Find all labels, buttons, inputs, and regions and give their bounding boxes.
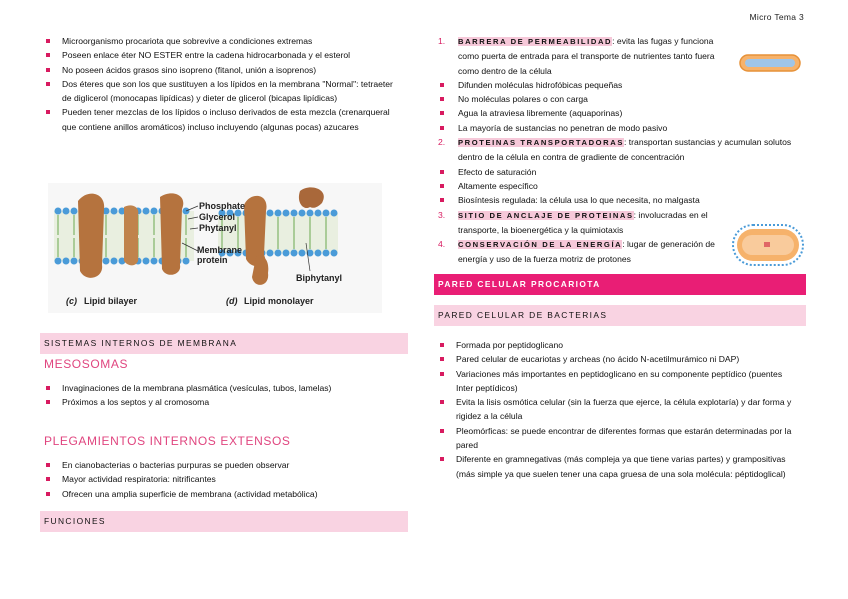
label-biphytanyl: Biphytanyl: [296, 273, 343, 283]
list-item: Ofrecen una amplia superficie de membrana (actividad metabólica): [40, 487, 408, 501]
keyword: BARRERA DE PERMEABILIDAD: [458, 37, 613, 46]
list-item: Pleomórficas: se puede encontrar de diferentes formas que estarán determinadas por la pared: [434, 424, 800, 453]
list-item: Diferente en gramnegativas (más compleja ya que tiene varias partes) y grampositivas (más simple ya que suelen tener una capa gruesa de una sola molécula: péptidoglical): [434, 452, 800, 481]
list-item: Biosíntesis regulada: la célula usa lo que necesita, no malgasta: [434, 193, 804, 207]
list-item: Formada por peptidoglicano: [434, 338, 800, 352]
item-number: 2.: [438, 137, 446, 148]
keyword: PROTEINAS TRANSPORTADORAS: [458, 138, 625, 148]
caption-d-text: Lipid monolayer: [244, 296, 314, 306]
lipid-membrane-diagram: [48, 183, 382, 313]
list-item: Próximos a los septos y al cromosoma: [40, 395, 382, 409]
list-item: Efecto de saturación: [434, 165, 804, 179]
section-pared-celular-bacterias: PARED CELULAR DE BACTERIAS: [434, 305, 806, 326]
section-sistemas-internos: SISTEMAS INTERNOS DE MEMBRANA: [40, 333, 408, 354]
item-number: 4.: [438, 239, 446, 250]
page-header: Micro Tema 3: [749, 12, 804, 22]
pared-list: [434, 338, 800, 481]
list-item: Pueden tener mezclas de los lípidos o incluso derivados de esta mezcla (crenarqueral que contiene anillos aromáticos) incluso incluyendo (algunas pocas) azucares: [40, 105, 398, 134]
section-pared-celular-procariota: PARED CELULAR PROCARIOTA: [434, 274, 806, 295]
list-item: Microorganismo procariota que sobrevive a condiciones extremas: [40, 34, 398, 48]
keyword: SITIO DE ANCLAJE DE PROTEINAS: [458, 210, 634, 220]
item-number: 3.: [438, 209, 446, 220]
list-item: No poseen ácidos grasos sino isopreno (fitanol, unión a isoprenos): [40, 63, 398, 77]
item-text: : lugar de generación de energía y uso de la fuerza motriz de protones: [458, 239, 715, 265]
list-item: Mayor actividad respiratoria: nitrificantes: [40, 472, 408, 486]
intro-list: [40, 34, 398, 134]
item-text: : involucradas en el transporte, la bioenergética y la quimiotaxis: [458, 209, 708, 235]
list-item: Difunden moléculas hidrofóbicas pequeñas: [434, 78, 804, 92]
lipid-bilayer-graphic: [54, 193, 194, 277]
caption-c-letter: (c): [66, 296, 77, 306]
plegamientos-title: PLEGAMIENTOS INTERNOS EXTENSOS: [44, 434, 291, 448]
list-item: No moléculas polares o con carga: [434, 92, 804, 106]
label-glycerol: Glycerol: [199, 212, 236, 222]
list-item: La mayoría de sustancias no penetran de modo pasivo: [434, 121, 804, 135]
cell-illustration-small: [738, 52, 802, 74]
cell-illustration-large: [730, 222, 806, 268]
section-funciones: FUNCIONES: [40, 511, 408, 532]
plegamientos-list: [40, 458, 408, 501]
item-number: 1.: [438, 36, 446, 46]
list-item: Poseen enlace éter NO ESTER entre la cadena hidrocarbonada y el esterol: [40, 48, 398, 62]
caption-c-text: Lipid bilayer: [84, 296, 138, 306]
list-item: Agua la atraviesa libremente (aquaporinas): [434, 106, 804, 120]
membrane-figure: [48, 183, 382, 313]
label-phytanyl: Phytanyl: [199, 223, 237, 233]
list-item: Dos éteres que son los que sustituyen a los lípidos en la membrana "Normal": tetraeter de diglicerol (monocapas lipídicas) y dieter de glicerol (bicapas lipídicas): [40, 77, 398, 106]
mesosomas-list: [40, 381, 382, 410]
mesosomas-title: MESOSOMAS: [44, 357, 129, 371]
item-text: : evita las fugas y funciona como puerta de entrada para el transporte de nutrientes tanto fuera como dentro de la célula: [458, 36, 715, 76]
item-text: : transportan sustancias y acumulan solutos dentro de la célula en contra de gradiente de concentración: [458, 137, 792, 163]
list-item: Invaginaciones de la membrana plasmática (vesículas, tubos, lamelas): [40, 381, 382, 395]
caption-d-letter: (d): [226, 296, 238, 306]
keyword: CONSERVACIÓN DE LA ENERGÍA: [458, 240, 623, 250]
label-membrane-protein: Membrane protein: [197, 245, 243, 265]
list-item: Evita la lisis osmótica celular (sin la fuerza que ejerce, la célula explotaría) y dar forma y rigidez a la célula: [434, 395, 800, 424]
list-item: Altamente específico: [434, 179, 804, 193]
list-item: En cianobacterias o bacterias purpuras se pueden observar: [40, 458, 408, 472]
list-item: Pared celular de eucariotas y archeas (no ácido N-acetilmurámico ni DAP): [434, 352, 800, 366]
label-phosphate: Phosphate: [199, 201, 246, 211]
list-item: Variaciones más importantes en peptidoglicano en su componente peptídico (puentes Inter peptídicos): [434, 367, 800, 396]
list-item: [434, 135, 804, 165]
